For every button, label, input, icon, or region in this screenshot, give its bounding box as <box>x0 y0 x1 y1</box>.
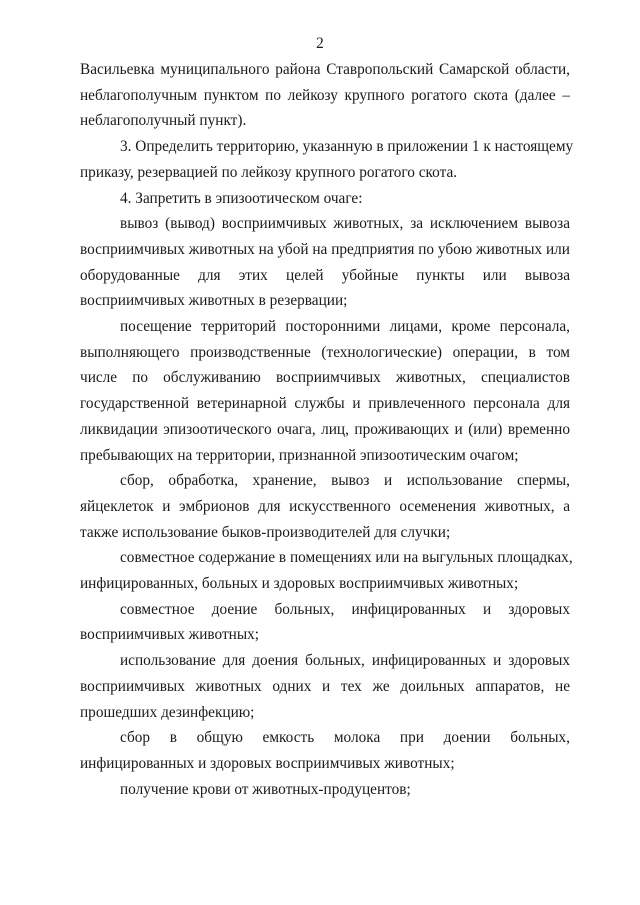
text-line: инфицированных и здоровых восприимчивых животных; <box>80 754 455 772</box>
text-line: приказу, резервацией по лейкозу крупного рогатого скота. <box>80 163 458 181</box>
text-line: неблагополучный пункт). <box>80 112 247 130</box>
text-line: выполняющего производственные (технологические) операции, в том <box>80 343 570 361</box>
text-line: сбор, обработка, хранение, вывоз и использование спермы, <box>120 472 570 490</box>
text-line: восприимчивых животных в резервации; <box>80 292 348 310</box>
text-line: совместное содержание в помещениях или на выгульных площадках, <box>120 549 573 567</box>
text-line: 3. Определить территорию, указанную в приложении 1 к настоящему <box>120 138 574 156</box>
text-line: прошедших дезинфекцию; <box>80 703 255 721</box>
text-line: государственной ветеринарной службы и привлеченного персонала для <box>80 395 570 413</box>
text-line: инфицированных, больных и здоровых восприимчивых животных; <box>80 575 519 592</box>
text-line: совместное доение больных, инфицированных и здоровых <box>120 600 570 618</box>
text-line: пребывающих на территории, признанной эпизоотическим очагом; <box>80 446 519 464</box>
text-line: восприимчивых животных одних и тех же доильных аппаратов, не <box>80 677 570 695</box>
text-line: получение крови от животных-продуцентов; <box>120 780 411 798</box>
page-number: 2 <box>316 35 324 52</box>
text-line: 4. Запретить в эпизоотическом очаге: <box>120 189 363 207</box>
text-line: восприимчивых животных на убой на предприятия по убою животных или <box>80 240 570 258</box>
text-line: неблагополучным пунктом по лейкозу крупного рогатого скота (далее – <box>80 86 570 104</box>
text-line: вывоз (вывод) восприимчивых животных, за исключением вывоза <box>120 215 570 233</box>
text-line: Васильевка муниципального района Ставропольский Самарской области, <box>80 61 570 78</box>
text-line: использование для доения больных, инфицированных и здоровых <box>120 652 570 670</box>
text-line: восприимчивых животных; <box>80 626 260 644</box>
text-line: сбор в общую емкость молока при доении больных, <box>120 729 570 747</box>
text-line: также использование быков-производителей для случки; <box>80 523 451 541</box>
text-line: оборудованные для этих целей убойные пункты или вывоза <box>80 266 570 284</box>
text-line: яйцеклеток и эмбрионов для искусственного осеменения животных, а <box>80 497 570 515</box>
text-line: посещение территорий посторонними лицами, кроме персонала, <box>120 318 570 335</box>
text-line: числе по обслуживанию восприимчивых животных, специалистов <box>80 369 570 387</box>
text-line: ликвидации эпизоотического очага, лиц, проживающих и (или) временно <box>80 420 570 438</box>
